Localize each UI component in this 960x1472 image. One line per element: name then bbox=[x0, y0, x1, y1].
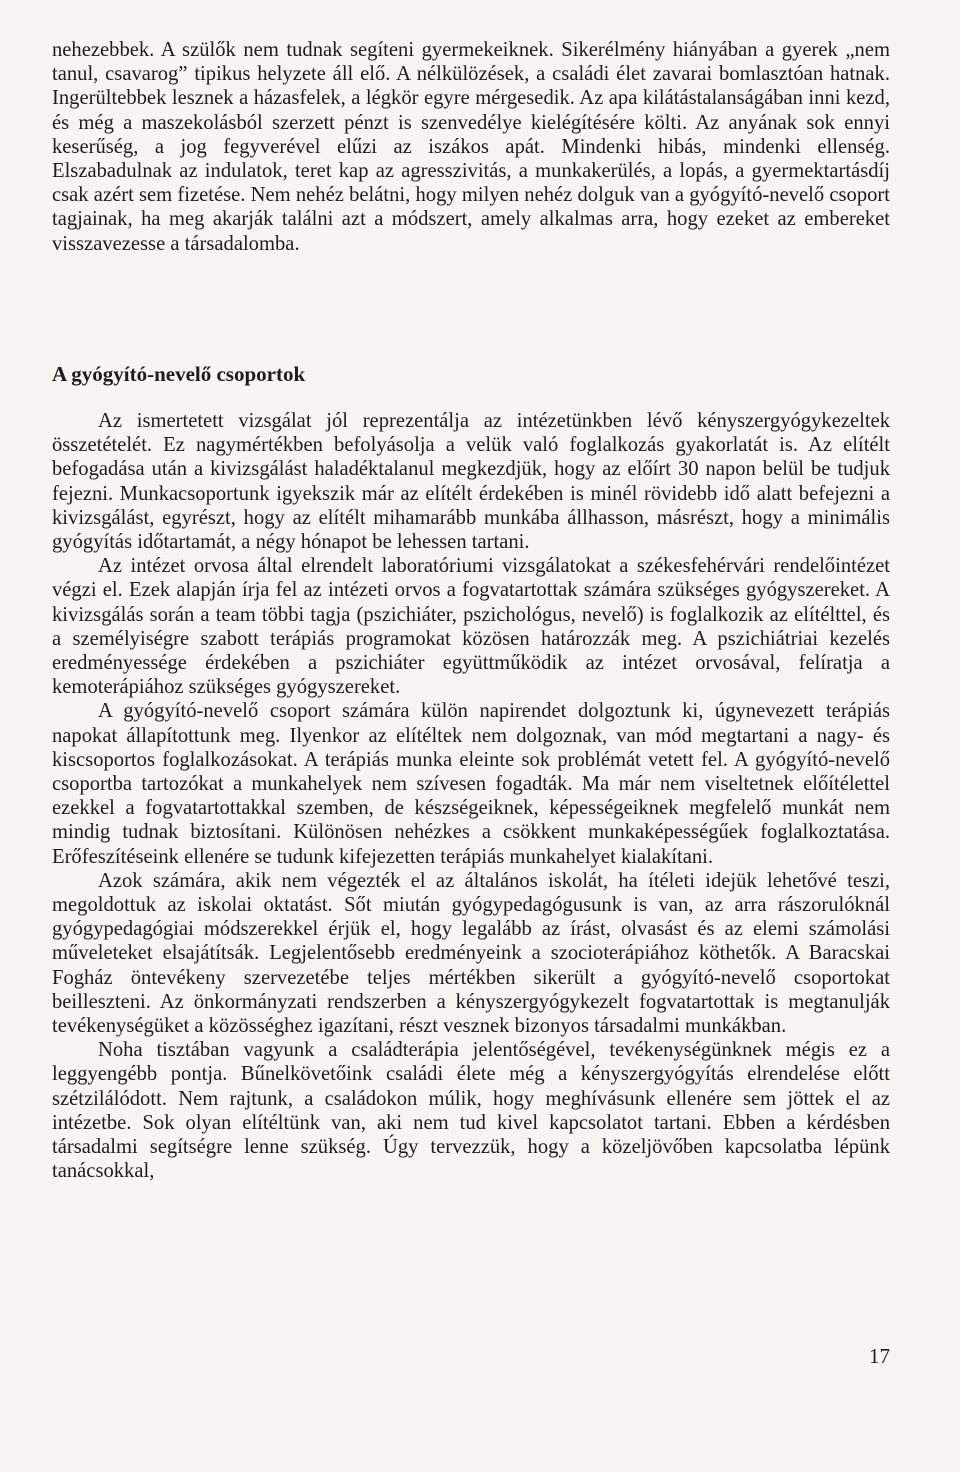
paragraph-3: A gyógyító-nevelő csoport számára külön napirendet dolgoztunk ki, úgynevezett terápiás napokat állapítottunk meg. Ilyenkor az elítéltek nem dolgoznak, van mód megtartani a nagy- és kiscsoportos foglalkozásokat. A terápiás munka eleinte sok problémát vetett fel. A gyógyító-nevelő csoportba tartozókat a munkahelyek nem szívesen fogadták. Ma már nem viseltetnek előítélettel ezekkel a fogvatartottakkal szemben, de készségeiknek, képességeiknek megfelelő munkát nem mindig tudnak biztosítani. Különösen nehézkes a csökkent munkaképességűek foglalkoztatása. Erőfeszítéseink ellenére se tudunk kifejezetten terápiás munkahelyet kialakítani. bbox=[52, 700, 890, 868]
page-number: 17 bbox=[869, 1344, 890, 1368]
intro-text bbox=[52, 38, 890, 256]
intro-paragraph: nehezebbek. A szülők nem tudnak segíteni gyermekeiknek. Sikerélmény hiányában a gyerek „nem tanul, csavarog” tipikus helyzete áll elő. A nélkülözések, a családi élet zavarai bomlasztóan hatnak. Ingerültebbek lesznek a házasfelek, a légkör egyre mérgesedik. Az apa kilátástalanságában inni kezd, és még a maszekolásból szerzett pénzt is szenvedélye kielégítésére költi. Az anyának sok ennyi keserűség, a jog fegyverével elűzi az iszákos apát. Mindenki hibás, mindenki ellenség. Elszabadulnak az indulatok, teret kap az agresszivitás, a munkakerülés, a lopás, a gyermektartásdíj csak azért sem fizetése. Nem nehéz belátni, hogy milyen nehéz dolguk van a gyógyító-nevelő csoport tagjainak, ha meg akarják találni azt a módszert, amely alkalmas arra, hogy ezeket az embereket visszavezesse a társadalomba. bbox=[52, 39, 890, 255]
section-body bbox=[52, 409, 890, 1184]
paragraph-4: Azok számára, akik nem végezték el az általános iskolát, ha ítéleti idejük lehetővé teszi, megoldottuk az iskolai oktatást. Sőt miután gyógypedagógusunk is van, az arra rászorulóknál gyógypedagógiai módszerekkel érjük el, hogy legalább az írást, olvasást és az elemi számolási műveleteket elsajátítsák. Legjelentősebb eredményeink a szocioterápiához köthetők. A Baracskai Fogház öntevékeny szervezetébe teljes mértékben sikerült a gyógyító-nevelő csoportokat beilleszteni. Az önkormányzati rendszerben a kényszergyógykezelt fogvatartottak is megtanulják tevékenységüket a közösséghez igazítani, részt vesznek bizonyos társadalmi munkákban. bbox=[52, 869, 890, 1038]
section-heading: A gyógyító-nevelő csoportok bbox=[52, 362, 306, 386]
paragraph-1: Az ismertetett vizsgálat jól reprezentálja az intézetünkben lévő kényszergyógykezeltek összetételét. Ez nagymértékben befolyásolja a velük való foglalkozás gyakorlatát is. Az elítélt befogadása után a kivizsgálást haladéktalanul megkezdjük, hogy az előírt 30 napon belül be tudjuk fejezni. Munkacsoportunk igyekszik már az elítélt érdekében is minél rövidebb idő alatt befejezni a kivizsgálást, egyrészt, hogy az elítélt mihamarább munkába állhasson, másrészt, hogy a minimális gyógyítás időtartamát, a négy hónapot be lehessen tartani. bbox=[52, 410, 890, 554]
paragraph-5: Noha tisztában vagyunk a családterápia jelentőségével, tevékenységünknek mégis ez a leggyengébb pontja. Bűnelkövetőink családi élete még a kényszergyógyítás elrendelése előtt szétzilálódott. Nem rajtunk, a családokon múlik, hogy meghívásunk ellenére sem jöttek el az intézetbe. Sok olyan elítéltünk van, aki nem tud kivel kapcsolatot tartani. Ebben a kérdésben társadalmi segítségre lenne szükség. Úgy tervezzük, hogy a közeljövőben kapcsolatba lépünk tanácsokkal, bbox=[52, 1039, 890, 1183]
paragraph-2: Az intézet orvosa által elrendelt laboratóriumi vizsgálatokat a székesfehérvári rendelőintézet végzi el. Ezek alapján írja fel az intézeti orvos a fogvatartottak számára szükséges gyógyszereket. A kivizsgálás során a team többi tagja (pszichiáter, pszichológus, nevelő) is foglalkozik az elítélttel, és a személyiségre szabott terápiás programokat közösen határozzák meg. A pszichiátriai kezelés eredményessége érdekében a pszichiáter együttműködik az intézet orvosával, felíratja a kemoterápiához szükséges gyógyszereket. bbox=[52, 555, 890, 699]
